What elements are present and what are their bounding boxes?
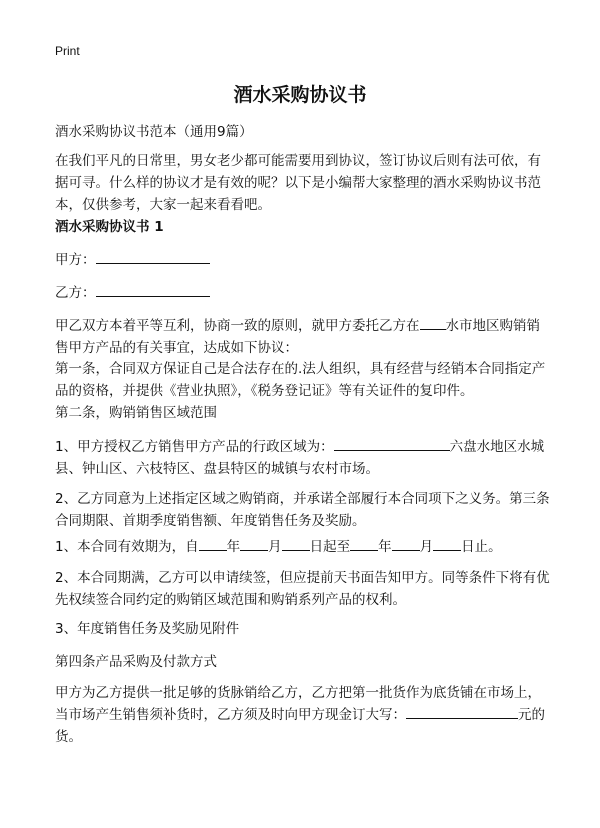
term-year-label-2: 年 xyxy=(378,539,392,555)
article-2-heading: 第二条，购销销售区域范围 xyxy=(55,405,217,421)
intro-paragraph: 在我们平凡的日常里，男女老少都可能需要用到协议，签订协议后则有法可依，有据可寻。什么样的协议才是有效的呢？以下是小编帮大家整理的酒水采购协议书范本，仅供参考，大家一起来看看吧。 xyxy=(55,153,541,213)
term-day-to-label: 日止。 xyxy=(461,539,502,555)
end-year-blank xyxy=(350,536,378,551)
section-title: 酒水采购协议书 1 xyxy=(55,219,164,235)
article-2-item-2: 2、乙方同意为上述指定区域之购销商，并承诺全部履行本合同项下之义务。第三条合同期限、首期季度销售额、年度销售任务及奖励。 xyxy=(55,491,550,529)
party-b-line xyxy=(55,282,550,304)
contract-term-line xyxy=(55,536,550,558)
agreement-text-b: 水市地区购销销售甲方产品的有关事宜，达成如下协议： xyxy=(55,318,540,356)
party-b-blank xyxy=(96,282,210,297)
start-year-blank xyxy=(199,536,227,551)
article-1: 第一条，合同双方保证自己是合法存在的.法人组织，具有经营与经销本合同指定产品的资格，并提供《营业执照》，《税务登记证》等有关证件的复印件。 xyxy=(55,361,546,399)
item-1-text-b: 六盘水地区水城县、钟山区、六枝特区、盘县特区的城镇与农村市场。 xyxy=(55,439,545,477)
article-4-heading: 第四条产品采购及付款方式 xyxy=(55,654,217,670)
party-a-blank xyxy=(96,249,210,264)
term-month-label-2: 月 xyxy=(419,539,434,555)
end-month-blank xyxy=(392,536,420,551)
payment-text-b: 元的货。 xyxy=(55,707,545,745)
item-1-text-a: 1、甲方授权乙方销售甲方产品的行政区域为： xyxy=(55,439,334,455)
document-subtitle: 酒水采购协议书范本（通用9篇） xyxy=(55,124,253,140)
start-day-blank xyxy=(282,536,310,551)
agreement-paragraph xyxy=(55,315,550,359)
party-a-label: 甲方： xyxy=(55,252,96,268)
payment-text-a: 甲方为乙方提供一批足够的货脉销给乙方，乙方把第一批货作为底货铺在市场上，当市场产生销售须补货时，乙方须及时向甲方现金订大写： xyxy=(55,685,541,723)
article-4-paragraph xyxy=(55,682,550,748)
document-title: 酒水采购协议书 xyxy=(233,84,367,106)
article-3-item-3: 3、年度销售任务及奖励见附件 xyxy=(55,621,240,637)
sales-area-blank xyxy=(334,436,450,451)
article-2-item-1 xyxy=(55,436,550,480)
party-b-label: 乙方： xyxy=(55,285,96,301)
term-prefix: 1、本合同有效期为，自 xyxy=(55,539,199,555)
term-year-label: 年 xyxy=(226,539,241,555)
amount-blank xyxy=(406,704,518,719)
print-link[interactable]: Print xyxy=(55,44,80,58)
end-day-blank xyxy=(433,536,461,551)
term-day-from-label: 日起至 xyxy=(309,539,351,555)
party-a-line xyxy=(55,249,550,271)
start-month-blank xyxy=(240,536,268,551)
region-blank xyxy=(420,315,446,330)
renewal-paragraph: 2、本合同期满，乙方可以申请续签，但应提前天书面告知甲方。同等条件下将有优先权续签合同约定的购销区域范围和购销系列产品的权利。 xyxy=(55,570,550,608)
term-month-label: 月 xyxy=(268,539,282,555)
agreement-text-a: 甲乙双方本着平等互利，协商一致的原则，就甲方委托乙方在 xyxy=(55,318,420,334)
